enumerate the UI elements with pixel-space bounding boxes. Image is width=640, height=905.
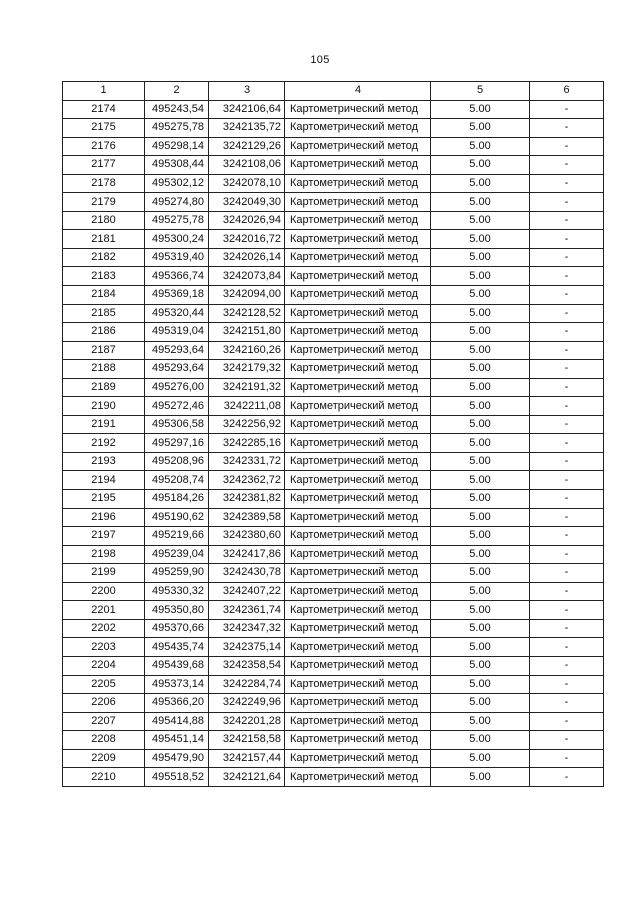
- note-cell: -: [530, 323, 604, 342]
- header-cell-3: 3: [209, 82, 285, 101]
- note-cell: -: [530, 304, 604, 323]
- method-cell: Картометрический метод: [285, 452, 431, 471]
- note-cell: -: [530, 490, 604, 509]
- table-row: [63, 174, 604, 193]
- point-number-cell: 2184: [63, 286, 145, 305]
- x-coordinate-cell: 495190,62: [145, 508, 209, 527]
- note-cell: -: [530, 712, 604, 731]
- accuracy-cell: 5.00: [431, 211, 530, 230]
- method-cell: Картометрический метод: [285, 137, 431, 156]
- method-cell: Картометрический метод: [285, 415, 431, 434]
- method-cell: Картометрический метод: [285, 267, 431, 286]
- accuracy-cell: 5.00: [431, 100, 530, 119]
- table-row: [63, 452, 604, 471]
- accuracy-cell: 5.00: [431, 378, 530, 397]
- accuracy-cell: 5.00: [431, 545, 530, 564]
- x-coordinate-cell: 495208,96: [145, 452, 209, 471]
- accuracy-cell: 5.00: [431, 601, 530, 620]
- x-coordinate-cell: 495275,78: [145, 119, 209, 138]
- accuracy-cell: 5.00: [431, 230, 530, 249]
- point-number-cell: 2198: [63, 545, 145, 564]
- table-row: [63, 323, 604, 342]
- note-cell: -: [530, 286, 604, 305]
- note-cell: -: [530, 768, 604, 787]
- y-coordinate-cell: 3242430,78: [209, 564, 285, 583]
- y-coordinate-cell: 3242417,86: [209, 545, 285, 564]
- point-number-cell: 2175: [63, 119, 145, 138]
- point-number-cell: 2178: [63, 174, 145, 193]
- point-number-cell: 2210: [63, 768, 145, 787]
- x-coordinate-cell: 495275,78: [145, 211, 209, 230]
- table-row: [63, 527, 604, 546]
- point-number-cell: 2187: [63, 341, 145, 360]
- point-number-cell: 2183: [63, 267, 145, 286]
- table-row: [63, 564, 604, 583]
- header-cell-6: 6: [530, 82, 604, 101]
- method-cell: Картометрический метод: [285, 230, 431, 249]
- table-row: [63, 694, 604, 713]
- page-number: 105: [310, 54, 330, 66]
- accuracy-cell: 5.00: [431, 156, 530, 175]
- point-number-cell: 2180: [63, 211, 145, 230]
- y-coordinate-cell: 3242026,94: [209, 211, 285, 230]
- method-cell: Картометрический метод: [285, 656, 431, 675]
- y-coordinate-cell: 3242256,92: [209, 415, 285, 434]
- point-number-cell: 2196: [63, 508, 145, 527]
- y-coordinate-cell: 3242073,84: [209, 267, 285, 286]
- table-row: [63, 211, 604, 230]
- header-cell-2: 2: [145, 82, 209, 101]
- accuracy-cell: 5.00: [431, 582, 530, 601]
- accuracy-cell: 5.00: [431, 304, 530, 323]
- table-row: [63, 471, 604, 490]
- note-cell: -: [530, 248, 604, 267]
- table-row: [63, 360, 604, 379]
- table-row: [63, 378, 604, 397]
- table-row: [63, 601, 604, 620]
- accuracy-cell: 5.00: [431, 267, 530, 286]
- y-coordinate-cell: 3242108,06: [209, 156, 285, 175]
- table-row: [63, 434, 604, 453]
- y-coordinate-cell: 3242179,32: [209, 360, 285, 379]
- note-cell: -: [530, 452, 604, 471]
- method-cell: Картометрический метод: [285, 360, 431, 379]
- point-number-cell: 2197: [63, 527, 145, 546]
- y-coordinate-cell: 3242160,26: [209, 341, 285, 360]
- table-row: [63, 156, 604, 175]
- accuracy-cell: 5.00: [431, 434, 530, 453]
- note-cell: -: [530, 694, 604, 713]
- x-coordinate-cell: 495435,74: [145, 638, 209, 657]
- table-row: [63, 230, 604, 249]
- accuracy-cell: 5.00: [431, 638, 530, 657]
- method-cell: Картометрический метод: [285, 119, 431, 138]
- point-number-cell: 2188: [63, 360, 145, 379]
- x-coordinate-cell: 495479,90: [145, 749, 209, 768]
- point-number-cell: 2192: [63, 434, 145, 453]
- method-cell: Картометрический метод: [285, 341, 431, 360]
- x-coordinate-cell: 495300,24: [145, 230, 209, 249]
- y-coordinate-cell: 3242016,72: [209, 230, 285, 249]
- method-cell: Картометрический метод: [285, 397, 431, 416]
- table-row: [63, 545, 604, 564]
- x-coordinate-cell: 495414,88: [145, 712, 209, 731]
- method-cell: Картометрический метод: [285, 601, 431, 620]
- y-coordinate-cell: 3242284,74: [209, 675, 285, 694]
- y-coordinate-cell: 3242157,44: [209, 749, 285, 768]
- table-row: [63, 619, 604, 638]
- y-coordinate-cell: 3242362,72: [209, 471, 285, 490]
- note-cell: -: [530, 434, 604, 453]
- y-coordinate-cell: 3242151,80: [209, 323, 285, 342]
- note-cell: -: [530, 471, 604, 490]
- note-cell: -: [530, 156, 604, 175]
- point-number-cell: 2191: [63, 415, 145, 434]
- method-cell: Картометрический метод: [285, 156, 431, 175]
- accuracy-cell: 5.00: [431, 341, 530, 360]
- note-cell: -: [530, 656, 604, 675]
- method-cell: Картометрический метод: [285, 545, 431, 564]
- table-row: [63, 638, 604, 657]
- accuracy-cell: 5.00: [431, 619, 530, 638]
- y-coordinate-cell: 3242129,26: [209, 137, 285, 156]
- y-coordinate-cell: 3242158,58: [209, 731, 285, 750]
- table-row: [63, 193, 604, 212]
- method-cell: Картометрический метод: [285, 508, 431, 527]
- accuracy-cell: 5.00: [431, 174, 530, 193]
- y-coordinate-cell: 3242135,72: [209, 119, 285, 138]
- table-row: [63, 267, 604, 286]
- method-cell: Картометрический метод: [285, 638, 431, 657]
- point-number-cell: 2204: [63, 656, 145, 675]
- y-coordinate-cell: 3242381,82: [209, 490, 285, 509]
- x-coordinate-cell: 495184,26: [145, 490, 209, 509]
- method-cell: Картометрический метод: [285, 100, 431, 119]
- point-number-cell: 2207: [63, 712, 145, 731]
- accuracy-cell: 5.00: [431, 694, 530, 713]
- note-cell: -: [530, 397, 604, 416]
- y-coordinate-cell: 3242380,60: [209, 527, 285, 546]
- note-cell: -: [530, 582, 604, 601]
- y-coordinate-cell: 3242121,64: [209, 768, 285, 787]
- table-row: [63, 675, 604, 694]
- accuracy-cell: 5.00: [431, 490, 530, 509]
- method-cell: Картометрический метод: [285, 378, 431, 397]
- y-coordinate-cell: 3242285,16: [209, 434, 285, 453]
- coordinates-table: [62, 81, 604, 787]
- x-coordinate-cell: 495276,00: [145, 378, 209, 397]
- x-coordinate-cell: 495451,14: [145, 731, 209, 750]
- y-coordinate-cell: 3242049,30: [209, 193, 285, 212]
- x-coordinate-cell: 495373,14: [145, 675, 209, 694]
- note-cell: -: [530, 601, 604, 620]
- y-coordinate-cell: 3242078,10: [209, 174, 285, 193]
- x-coordinate-cell: 495306,58: [145, 415, 209, 434]
- method-cell: Картометрический метод: [285, 434, 431, 453]
- table-header-row: [63, 82, 604, 101]
- x-coordinate-cell: 495298,14: [145, 137, 209, 156]
- x-coordinate-cell: 495350,80: [145, 601, 209, 620]
- x-coordinate-cell: 495302,12: [145, 174, 209, 193]
- table-row: [63, 731, 604, 750]
- y-coordinate-cell: 3242201,28: [209, 712, 285, 731]
- note-cell: -: [530, 211, 604, 230]
- accuracy-cell: 5.00: [431, 452, 530, 471]
- note-cell: -: [530, 193, 604, 212]
- note-cell: -: [530, 267, 604, 286]
- point-number-cell: 2206: [63, 694, 145, 713]
- point-number-cell: 2190: [63, 397, 145, 416]
- method-cell: Картометрический метод: [285, 248, 431, 267]
- note-cell: -: [530, 100, 604, 119]
- method-cell: Картометрический метод: [285, 323, 431, 342]
- note-cell: -: [530, 527, 604, 546]
- point-number-cell: 2181: [63, 230, 145, 249]
- accuracy-cell: 5.00: [431, 323, 530, 342]
- x-coordinate-cell: 495369,18: [145, 286, 209, 305]
- point-number-cell: 2202: [63, 619, 145, 638]
- accuracy-cell: 5.00: [431, 564, 530, 583]
- note-cell: -: [530, 638, 604, 657]
- x-coordinate-cell: 495370,66: [145, 619, 209, 638]
- method-cell: Картометрический метод: [285, 768, 431, 787]
- method-cell: Картометрический метод: [285, 564, 431, 583]
- note-cell: -: [530, 749, 604, 768]
- note-cell: -: [530, 137, 604, 156]
- x-coordinate-cell: 495239,04: [145, 545, 209, 564]
- point-number-cell: 2199: [63, 564, 145, 583]
- accuracy-cell: 5.00: [431, 471, 530, 490]
- table-row: [63, 137, 604, 156]
- point-number-cell: 2182: [63, 248, 145, 267]
- y-coordinate-cell: 3242347,32: [209, 619, 285, 638]
- x-coordinate-cell: 495243,54: [145, 100, 209, 119]
- table-row: [63, 749, 604, 768]
- table-row: [63, 248, 604, 267]
- accuracy-cell: 5.00: [431, 508, 530, 527]
- point-number-cell: 2185: [63, 304, 145, 323]
- table-row: [63, 712, 604, 731]
- x-coordinate-cell: 495518,52: [145, 768, 209, 787]
- method-cell: Картометрический метод: [285, 749, 431, 768]
- note-cell: -: [530, 415, 604, 434]
- x-coordinate-cell: 495208,74: [145, 471, 209, 490]
- note-cell: -: [530, 675, 604, 694]
- point-number-cell: 2201: [63, 601, 145, 620]
- accuracy-cell: 5.00: [431, 248, 530, 267]
- accuracy-cell: 5.00: [431, 119, 530, 138]
- point-number-cell: 2209: [63, 749, 145, 768]
- accuracy-cell: 5.00: [431, 527, 530, 546]
- table-row: [63, 100, 604, 119]
- table-body: [63, 82, 604, 787]
- point-number-cell: 2200: [63, 582, 145, 601]
- accuracy-cell: 5.00: [431, 749, 530, 768]
- note-cell: -: [530, 731, 604, 750]
- y-coordinate-cell: 3242331,72: [209, 452, 285, 471]
- table-row: [63, 582, 604, 601]
- point-number-cell: 2174: [63, 100, 145, 119]
- table-row: [63, 656, 604, 675]
- x-coordinate-cell: 495293,64: [145, 360, 209, 379]
- method-cell: Картометрический метод: [285, 286, 431, 305]
- method-cell: Картометрический метод: [285, 675, 431, 694]
- method-cell: Картометрический метод: [285, 694, 431, 713]
- y-coordinate-cell: 3242375,14: [209, 638, 285, 657]
- x-coordinate-cell: 495366,74: [145, 267, 209, 286]
- table-row: [63, 341, 604, 360]
- accuracy-cell: 5.00: [431, 656, 530, 675]
- x-coordinate-cell: 495259,90: [145, 564, 209, 583]
- table-row: [63, 286, 604, 305]
- point-number-cell: 2194: [63, 471, 145, 490]
- x-coordinate-cell: 495297,16: [145, 434, 209, 453]
- method-cell: Картометрический метод: [285, 731, 431, 750]
- method-cell: Картометрический метод: [285, 211, 431, 230]
- accuracy-cell: 5.00: [431, 137, 530, 156]
- accuracy-cell: 5.00: [431, 397, 530, 416]
- note-cell: -: [530, 360, 604, 379]
- x-coordinate-cell: 495319,40: [145, 248, 209, 267]
- point-number-cell: 2193: [63, 452, 145, 471]
- note-cell: -: [530, 545, 604, 564]
- x-coordinate-cell: 495330,32: [145, 582, 209, 601]
- y-coordinate-cell: 3242389,58: [209, 508, 285, 527]
- point-number-cell: 2186: [63, 323, 145, 342]
- x-coordinate-cell: 495308,44: [145, 156, 209, 175]
- note-cell: -: [530, 619, 604, 638]
- y-coordinate-cell: 3242106,64: [209, 100, 285, 119]
- method-cell: Картометрический метод: [285, 490, 431, 509]
- table-row: [63, 490, 604, 509]
- point-number-cell: 2203: [63, 638, 145, 657]
- note-cell: -: [530, 230, 604, 249]
- method-cell: Картометрический метод: [285, 471, 431, 490]
- note-cell: -: [530, 508, 604, 527]
- header-cell-5: 5: [431, 82, 530, 101]
- method-cell: Картометрический метод: [285, 712, 431, 731]
- x-coordinate-cell: 495439,68: [145, 656, 209, 675]
- y-coordinate-cell: 3242191,32: [209, 378, 285, 397]
- y-coordinate-cell: 3242361,74: [209, 601, 285, 620]
- x-coordinate-cell: 495219,66: [145, 527, 209, 546]
- table-row: [63, 508, 604, 527]
- table-row: [63, 304, 604, 323]
- accuracy-cell: 5.00: [431, 768, 530, 787]
- point-number-cell: 2176: [63, 137, 145, 156]
- method-cell: Картометрический метод: [285, 193, 431, 212]
- point-number-cell: 2205: [63, 675, 145, 694]
- note-cell: -: [530, 119, 604, 138]
- table-row: [63, 119, 604, 138]
- x-coordinate-cell: 495320,44: [145, 304, 209, 323]
- table-row: [63, 415, 604, 434]
- y-coordinate-cell: 3242358,54: [209, 656, 285, 675]
- y-coordinate-cell: 3242094,00: [209, 286, 285, 305]
- x-coordinate-cell: 495366,20: [145, 694, 209, 713]
- method-cell: Картометрический метод: [285, 619, 431, 638]
- note-cell: -: [530, 174, 604, 193]
- table-row: [63, 768, 604, 787]
- point-number-cell: 2177: [63, 156, 145, 175]
- y-coordinate-cell: 3242128,52: [209, 304, 285, 323]
- point-number-cell: 2189: [63, 378, 145, 397]
- x-coordinate-cell: 495274,80: [145, 193, 209, 212]
- note-cell: -: [530, 378, 604, 397]
- y-coordinate-cell: 3242211,08: [209, 397, 285, 416]
- x-coordinate-cell: 495293,64: [145, 341, 209, 360]
- point-number-cell: 2195: [63, 490, 145, 509]
- accuracy-cell: 5.00: [431, 675, 530, 694]
- x-coordinate-cell: 495272,46: [145, 397, 209, 416]
- y-coordinate-cell: 3242249,96: [209, 694, 285, 713]
- method-cell: Картометрический метод: [285, 582, 431, 601]
- y-coordinate-cell: 3242407,22: [209, 582, 285, 601]
- accuracy-cell: 5.00: [431, 415, 530, 434]
- method-cell: Картометрический метод: [285, 174, 431, 193]
- method-cell: Картометрический метод: [285, 527, 431, 546]
- header-cell-4: 4: [285, 82, 431, 101]
- accuracy-cell: 5.00: [431, 193, 530, 212]
- point-number-cell: 2208: [63, 731, 145, 750]
- method-cell: Картометрический метод: [285, 304, 431, 323]
- x-coordinate-cell: 495319,04: [145, 323, 209, 342]
- accuracy-cell: 5.00: [431, 286, 530, 305]
- accuracy-cell: 5.00: [431, 712, 530, 731]
- accuracy-cell: 5.00: [431, 360, 530, 379]
- header-cell-1: 1: [63, 82, 145, 101]
- point-number-cell: 2179: [63, 193, 145, 212]
- note-cell: -: [530, 341, 604, 360]
- accuracy-cell: 5.00: [431, 731, 530, 750]
- note-cell: -: [530, 564, 604, 583]
- y-coordinate-cell: 3242026,14: [209, 248, 285, 267]
- table-row: [63, 397, 604, 416]
